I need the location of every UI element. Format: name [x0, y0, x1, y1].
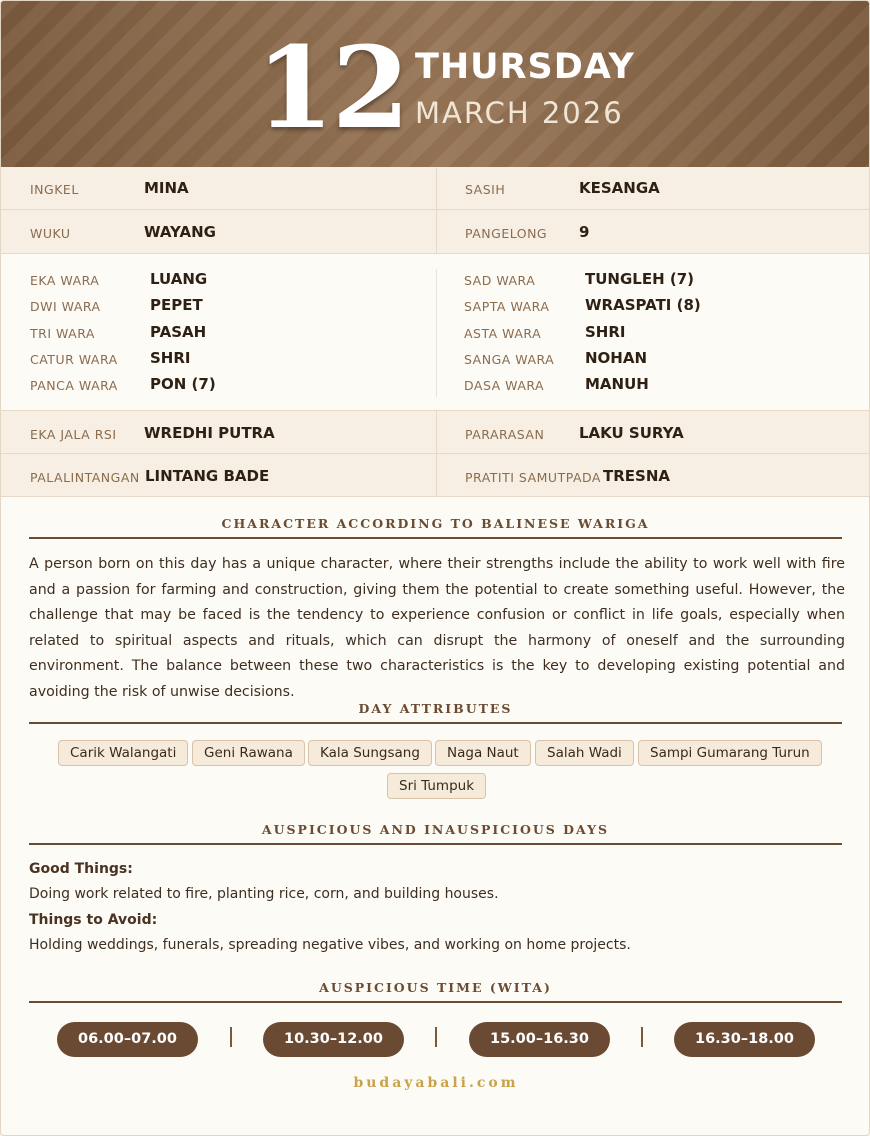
sasih-value: KESANGA: [579, 179, 660, 197]
day-number: 12: [256, 23, 408, 154]
palalintangan-label: PALALINTANGAN: [30, 470, 140, 485]
dasa-wara-label: DASA WARA: [464, 378, 545, 393]
eka-jala-rsi-value: WREDHI PUTRA: [144, 424, 275, 442]
attribute-chip: Kala Sungsang: [308, 740, 432, 766]
attribute-chip: Sampi Gumarang Turun: [638, 740, 822, 766]
character-title: CHARACTER ACCORDING TO BALINESE WARIGA: [29, 516, 842, 539]
tri-wara-value: PASAH: [150, 323, 207, 341]
time-separator: [230, 1027, 232, 1047]
wara-divider: [436, 269, 437, 397]
pararasan-label: PARARASAN: [465, 427, 545, 442]
catur-wara-label: CATUR WARA: [30, 352, 118, 367]
eka-wara-label: EKA WARA: [30, 273, 100, 288]
pangelong-cell: [436, 210, 590, 253]
attribute-chip: Carik Walangati: [58, 740, 188, 766]
info-row-palalintangan: [1, 454, 870, 497]
things-to-avoid-label: Things to Avoid:: [29, 912, 158, 928]
asta-wara-value: SHRI: [585, 323, 626, 341]
time-slot-pill: 10.30–12.00: [263, 1022, 404, 1057]
pangelong-value: 9: [579, 223, 590, 241]
dasa-wara-value: MANUH: [585, 375, 649, 393]
dwi-wara-label: DWI WARA: [30, 299, 101, 314]
pratiti-samutpada-cell: [436, 454, 670, 496]
time-slot-pill: 06.00–07.00: [57, 1022, 198, 1057]
eka-wara-value: LUANG: [150, 270, 208, 288]
dwi-wara-value: PEPET: [150, 296, 203, 314]
sad-wara-label: SAD WARA: [464, 273, 536, 288]
good-things-text: Doing work related to fire, planting rice, corn, and building houses.: [29, 886, 499, 902]
month-year: MARCH 2026: [415, 96, 624, 130]
sad-wara-value: TUNGLEH (7): [585, 270, 695, 288]
character-text: A person born on this day has a unique character, where their strengths include the ability to work well with fire and a passion for farming and construction, giving them the potential to create something useful. However, the challenge that may be faced is the tendency to experience confusion or conflict in life goals, especially when related to spiritual aspects and rituals, which can disrupt the harmony of oneself and the surrounding environment. The balance between these two characteristics is the key to developing existing potential and avoiding the risk of unwise decisions.: [29, 556, 845, 700]
ingkel-label: INGKEL: [30, 182, 79, 197]
auspicious-title: AUSPICIOUS AND INAUSPICIOUS DAYS: [29, 822, 842, 845]
palalintangan-value: LINTANG BADE: [145, 467, 270, 485]
wuku-value: WAYANG: [144, 223, 216, 241]
attributes-title: DAY ATTRIBUTES: [29, 701, 842, 724]
catur-wara-value: SHRI: [150, 349, 191, 367]
tri-wara-label: TRI WARA: [30, 326, 95, 341]
info-row-eka-jala-rsi: [1, 411, 870, 454]
attribute-chip: Sri Tumpuk: [387, 773, 486, 799]
panca-wara-label: PANCA WARA: [30, 378, 118, 393]
sasih-label: SASIH: [465, 182, 506, 197]
time-separator: [435, 1027, 437, 1047]
sanga-wara-value: NOHAN: [585, 349, 648, 367]
asta-wara-label: ASTA WARA: [464, 326, 542, 341]
info-row-wuku: [1, 210, 870, 254]
pararasan-value: LAKU SURYA: [579, 424, 684, 442]
pangelong-label: PANGELONG: [465, 226, 548, 241]
pratiti-samutpada-label: PRATITI SAMUTPADA: [465, 470, 601, 485]
sanga-wara-label: SANGA WARA: [464, 352, 555, 367]
pararasan-cell: [436, 411, 684, 453]
time-slot-pill: 16.30–18.00: [674, 1022, 815, 1057]
ingkel-value: MINA: [144, 179, 189, 197]
sasih-cell: [436, 167, 660, 209]
panca-wara-value: PON (7): [150, 375, 216, 393]
pratiti-samutpada-value: TRESNA: [603, 467, 670, 485]
attribute-chip: Naga Naut: [435, 740, 531, 766]
wuku-label: WUKU: [30, 226, 71, 241]
attribute-chip: Salah Wadi: [535, 740, 634, 766]
info-row-ingkel: [1, 167, 870, 210]
auspicious-time-title: AUSPICIOUS TIME (WITA): [29, 980, 842, 1003]
eka-jala-rsi-label: EKA JALA RSI: [30, 427, 117, 442]
weekday: THURSDAY: [415, 47, 635, 87]
sapta-wara-value: WRASPATI (8): [585, 296, 701, 314]
time-slot-pill: 15.00–16.30: [469, 1022, 610, 1057]
good-things-label: Good Things:: [29, 861, 133, 877]
time-separator: [641, 1027, 643, 1047]
footer-site-name[interactable]: budayabali.com: [353, 1075, 519, 1091]
date-header: [1, 1, 870, 167]
attribute-chip: Geni Rawana: [192, 740, 305, 766]
things-to-avoid-text: Holding weddings, funerals, spreading negative vibes, and working on home projects.: [29, 937, 631, 953]
sapta-wara-label: SAPTA WARA: [464, 299, 550, 314]
